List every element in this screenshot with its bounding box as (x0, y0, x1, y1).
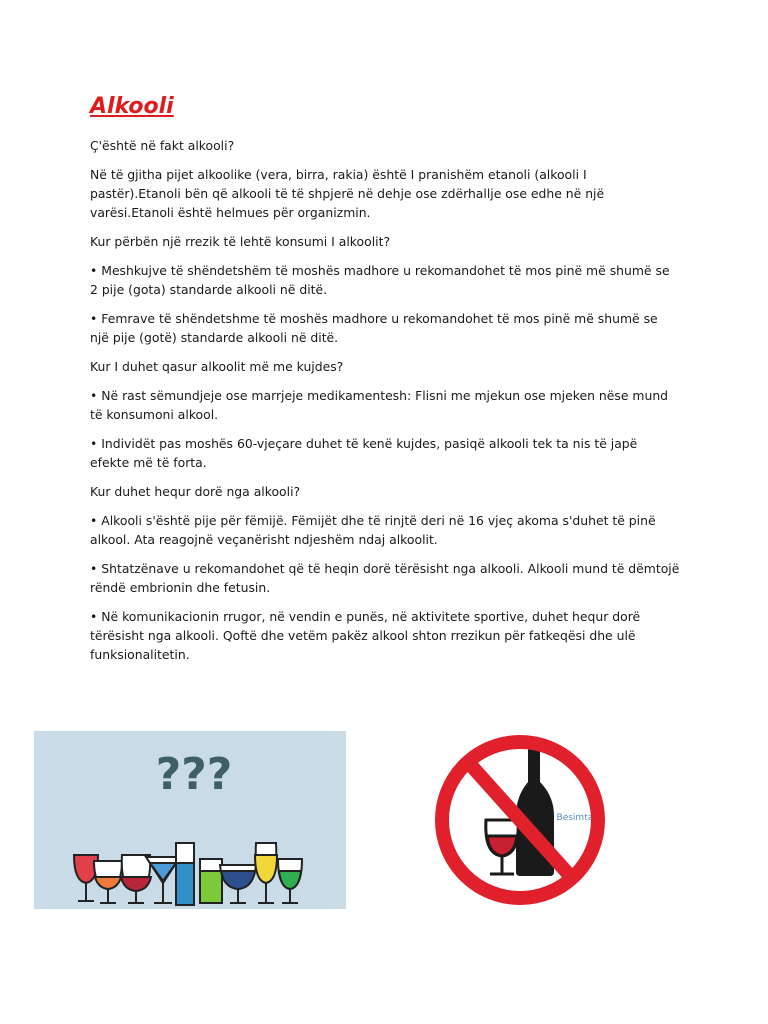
bullet-children: • Alkooli s'është pije për fëmijë. Fëmijët dhe të rinjtë deri në 16 vjeç akoma s'duhet të pinë alkool. Ata reagojnë veçanërisht ndjeshëm ndaj alkoolit. (90, 513, 656, 547)
no-alcohol-sign-image (432, 724, 608, 914)
bullet-women: • Femrave të shëndetshme të moshës madhore u rekomandohet të mos pinë më shumë se një pije (gotë) standarde alkooli në ditë. (90, 311, 658, 345)
document-body (90, 136, 680, 674)
heading-question-1: Ç'është në fakt alkooli? (90, 138, 235, 153)
document-title: Alkooli (90, 94, 174, 119)
bullet-men: • Meshkujve të shëndetshëm të moshës madhore u rekomandohet të mos pinë më shumë se 2 pije (gota) standarde alkooli në ditë. (90, 263, 670, 297)
bullet-illness: • Në rast sëmundjeje ose marrjeje medikamentesh: Flisni me mjekun ose mjeken nëse mund të konsumoni alkool. (90, 388, 669, 422)
bullet-traffic: • Në komunikacionin rrugor, në vendin e punës, në aktivitete sportive, duhet hequr dorë tërësisht nga alkooli. Qoftë dhe vetëm pakëz alkool shton rrezikun për fatkeqësi dhe ulë funksionalitetin. (90, 609, 641, 662)
heading-question-2: Kur përbën një rrezik të lehtë konsumi I alkoolit? (90, 234, 391, 249)
paragraph-ethanol: Në të gjitha pijet alkoolike (vera, birra, rakia) është I pranishëm etanoli (alkooli I pastër).Etanoli bën që alkooli të të shpjerë në dehje ose zdërhallje ose edhe në një varësi.Etanoli është helmues për organizmin. (90, 167, 605, 220)
question-marks-text: ??? (155, 749, 233, 800)
glasses-question-image (34, 731, 346, 909)
bullet-pregnant: • Shtatzënave u rekomandohet që të heqin dorë tërësisht nga alkooli. Alkooli mund të dëmtojë rëndë embrionin dhe fetusin. (90, 561, 680, 595)
bullet-seniors: • Individët pas moshës 60-vjeçare duhet të kenë kujdes, pasiqë alkooli tek ta nis të japë efekte më të forta. (90, 436, 638, 470)
heading-question-3: Kur I duhet qasur alkoolit më me kujdes? (90, 359, 344, 374)
heading-question-4: Kur duhet hequr dorë nga alkooli? (90, 484, 301, 499)
watermark-text: Besimtari (556, 813, 600, 823)
